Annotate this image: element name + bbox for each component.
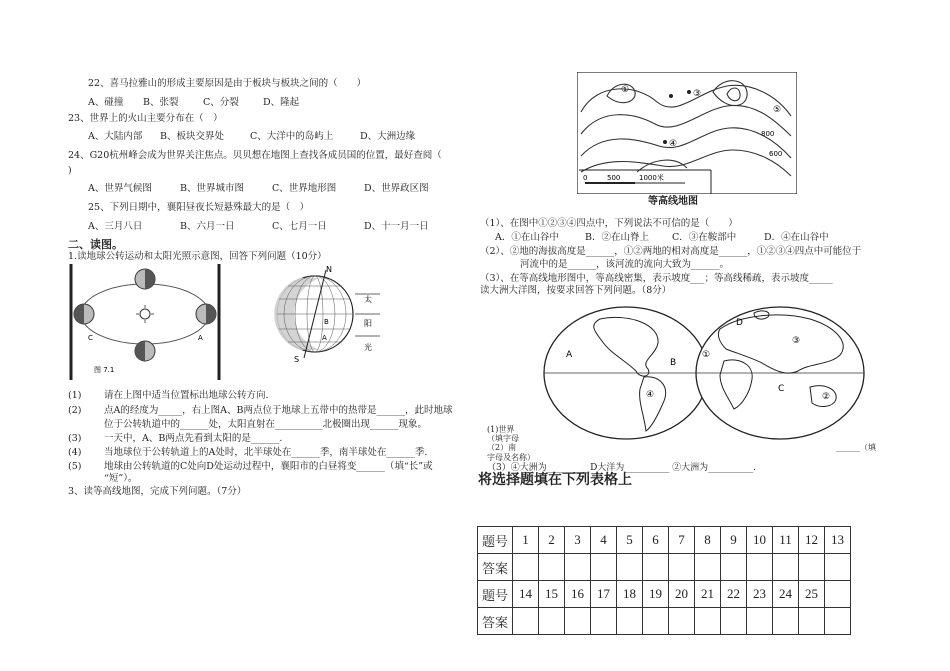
number-cell: 24 (773, 581, 799, 608)
answer-cell[interactable] (825, 554, 851, 581)
answer-cell[interactable] (513, 554, 539, 581)
row-header-answer: 答案 (478, 608, 513, 635)
number-cell: 3 (565, 527, 591, 554)
world-continents-oceans-map (540, 305, 866, 441)
q23-option-d: D、大洲边缘 (360, 131, 416, 142)
answer-table-title: 将选择题填在下列表格上 (478, 472, 632, 488)
q23-option-b: B、板块交界处 (160, 131, 224, 142)
map-label-b: B (670, 358, 677, 368)
globe-point-b: B (324, 318, 329, 326)
q23-option-a: A、大陆内部 (88, 131, 143, 142)
answer-cell[interactable] (617, 554, 643, 581)
q23-option-c: C、大洋中的岛屿上 (250, 131, 334, 142)
globe-north: N (326, 265, 332, 274)
q25-option-b: B、六月一日 (180, 221, 235, 232)
answer-cell[interactable] (825, 608, 851, 635)
sub-num-4: (4) (68, 447, 82, 458)
number-cell: 12 (799, 527, 825, 554)
q22-option-d: D、隆起 (263, 97, 300, 108)
sub-num-3: (3) (68, 433, 82, 444)
q22-option-a: A、碰撞 (88, 97, 124, 108)
contour-point-4: ④ (669, 139, 678, 149)
sun-label-3: 光 (364, 343, 372, 352)
sub-num-2: (2) (68, 405, 82, 416)
row-header-number: 题号 (478, 527, 513, 554)
answer-cell[interactable] (695, 554, 721, 581)
earth-top (135, 269, 155, 289)
answer-cell[interactable] (773, 554, 799, 581)
globe-point-a: A (322, 334, 327, 342)
answer-cell[interactable] (565, 608, 591, 635)
number-cell: 1 (513, 527, 539, 554)
answer-cell[interactable] (643, 554, 669, 581)
answer-cell[interactable] (747, 554, 773, 581)
map-label-a: A (566, 350, 573, 360)
answer-cell[interactable] (591, 554, 617, 581)
number-cell: 23 (747, 581, 773, 608)
globe-south: S (294, 355, 300, 364)
answer-cell[interactable] (513, 608, 539, 635)
answer-cell[interactable] (695, 608, 721, 635)
number-cell: 2 (539, 527, 565, 554)
number-cell: 9 (721, 527, 747, 554)
q24-option-c: C、世界地形图 (272, 183, 337, 194)
sub-question-5b: “短”）。 (104, 473, 138, 484)
sub-num-5: (5) (68, 461, 82, 472)
map-label-d: D (736, 318, 743, 328)
answer-cell[interactable] (591, 608, 617, 635)
figure-7-1-label: 图 7.1 (94, 366, 115, 374)
question-25: 25、下列日期中，襄阳昼夜长短悬殊最大的是（ ） (88, 202, 310, 213)
map-label-1: ① (702, 350, 711, 360)
earth-bottom (135, 341, 155, 361)
number-cell: 18 (617, 581, 643, 608)
contour-q2a: （2）、②地的海拔高度是______，①②两地的相对高度是______，①②③④四点中可能位于 (480, 246, 862, 257)
reading-1-prompt: 1.读地球公转运动和太阳光照示意图，回答下列问题（10分） (68, 251, 327, 262)
ocean-reading-prompt: 读大洲大洋图，按要求回答下列问题。（8分） (480, 285, 672, 296)
map-label-3: ③ (792, 336, 801, 346)
contour-point-5: ⑤ (773, 105, 782, 115)
row-header-answer: 答案 (478, 554, 513, 581)
map-label-2: ② (822, 392, 831, 402)
sun-label-2: 阳 (364, 319, 372, 328)
map-q2c: 字母及名称） (487, 453, 535, 462)
number-cell: 7 (669, 527, 695, 554)
q25-option-a: A、三月八日 (88, 221, 143, 232)
contour-q1-opt-c: C．③在鞍部中 (672, 232, 737, 243)
number-cell: 13 (825, 527, 851, 554)
number-cell: 16 (565, 581, 591, 608)
contour-q1-opt-a: A．①在山谷中 (495, 232, 559, 243)
q25-option-c: C、七月一日 (272, 221, 327, 232)
number-cell: 25 (799, 581, 825, 608)
number-cell (825, 581, 851, 608)
table-row (478, 527, 851, 554)
answer-cell[interactable] (721, 554, 747, 581)
sub-question-2b: 位于公转轨道中的______处，太阳直射在__________北极圈出现______现象。 (104, 419, 428, 430)
answer-cell[interactable] (539, 554, 565, 581)
scale-1000: 1000米 (639, 174, 664, 182)
number-cell: 19 (643, 581, 669, 608)
sub-question-3: 一天中，A、B两点先看到太阳的是______. (104, 433, 283, 444)
number-cell: 10 (747, 527, 773, 554)
contour-q1-opt-d: D．④在山谷中 (764, 232, 829, 243)
contour-point-3: ③ (693, 89, 702, 99)
number-cell: 20 (669, 581, 695, 608)
orbit-label-c: C (88, 334, 93, 342)
number-cell: 6 (643, 527, 669, 554)
answer-cell[interactable] (565, 554, 591, 581)
sub-question-5a: 地球由公转轨道的C处向D处运动过程中，襄阳市的白昼将变______（填“长”或 (104, 461, 433, 472)
scale-0: 0 (583, 174, 588, 182)
reading-3-prompt: 3、读等高线地图，完成下列问题。（7分） (68, 486, 247, 497)
section-2-heading: 二、读图。 (68, 238, 123, 251)
question-23: 23、世界上的火山主要分布在（ ） (68, 113, 223, 124)
contour-q1: （1）、在图中①②③④四点中，下列说法不可信的是（ ） (480, 218, 738, 229)
map-q1a: (1)世界 (487, 425, 515, 434)
question-24: 24、G20杭州峰会成为世界关注焦点。贝贝想在地图上查找各成员国的位置，最好查阅（ (68, 150, 442, 161)
number-cell: 5 (617, 527, 643, 554)
table-row (478, 554, 851, 581)
answer-table (477, 526, 851, 635)
answer-cell[interactable] (799, 554, 825, 581)
contour-map (577, 72, 797, 194)
map-q1b: （填字母 (487, 434, 519, 443)
table-row (478, 581, 851, 608)
contour-label-800: 800 (761, 130, 775, 138)
map-q2a: （2）南 (487, 443, 517, 452)
question-22: 22、喜马拉雅山的形成主要原因是由于板块与板块之间的（ ） (88, 78, 367, 89)
table-row (478, 608, 851, 635)
answer-cell[interactable] (799, 608, 825, 635)
sun-label-1: 太 (364, 295, 372, 304)
sub-question-2a: 点A的经度为_____，右上图A、B两点位于地球上五带中的热带是______，此时地球 (104, 405, 453, 416)
map-label-c: C (778, 384, 785, 394)
contour-q3: （3）、在等高线地形图中，等高线密集，表示坡度___；等高线稀疏，表示坡度_____ (480, 273, 833, 284)
number-cell: 22 (721, 581, 747, 608)
scale-500: 500 (607, 174, 621, 182)
earth-left (74, 304, 94, 324)
number-cell: 14 (513, 581, 539, 608)
earth-orbit-figure (68, 264, 222, 380)
q22-option-b: B、张裂 (143, 97, 179, 108)
number-cell: 4 (591, 527, 617, 554)
orbit-label-a: A (198, 334, 203, 342)
question-24-cont: ) (68, 165, 72, 176)
q24-option-b: B、世界城市图 (180, 183, 244, 194)
contour-point-1: ① (621, 85, 630, 95)
sub-question-4: 当地球位于公转轨道上的A处时，北半球处在______季，南半球处在______季. (104, 447, 428, 458)
answer-cell[interactable] (747, 608, 773, 635)
number-cell: 17 (591, 581, 617, 608)
number-cell: 21 (695, 581, 721, 608)
answer-cell[interactable] (617, 608, 643, 635)
map-label-4: ④ (646, 390, 655, 400)
map-q2b: ______（填 (836, 443, 876, 452)
contour-q2b: 河流中的是______，该河流的流向大致为______。 (520, 259, 730, 270)
answer-cell[interactable] (643, 608, 669, 635)
contour-caption: 等高线地图 (648, 196, 698, 207)
sunlight-globe-figure (260, 264, 392, 364)
contour-label-600: 600 (769, 150, 783, 158)
sub-num-1: (1) (68, 390, 82, 401)
q24-option-a: A、世界气候图 (88, 183, 152, 194)
answer-cell[interactable] (669, 608, 695, 635)
q25-option-d: D、十一月一日 (364, 221, 429, 232)
earth-right (196, 304, 216, 324)
contour-q1-opt-b: B．②在山脊上 (585, 232, 649, 243)
q22-option-c: C、分裂 (203, 97, 239, 108)
number-cell: 11 (773, 527, 799, 554)
answer-cell[interactable] (539, 608, 565, 635)
number-cell: 15 (539, 581, 565, 608)
q24-option-d: D、世界政区图 (364, 183, 429, 194)
number-cell: 8 (695, 527, 721, 554)
row-header-number: 题号 (478, 581, 513, 608)
sub-question-1: 请在上图中适当位置标出地球公转方向. (104, 390, 269, 401)
answer-cell[interactable] (669, 554, 695, 581)
answer-cell[interactable] (773, 608, 799, 635)
answer-cell[interactable] (721, 608, 747, 635)
map-q3: （3）④大洲为_________ D大洋为__________ ②大洲为__________. (487, 463, 757, 473)
